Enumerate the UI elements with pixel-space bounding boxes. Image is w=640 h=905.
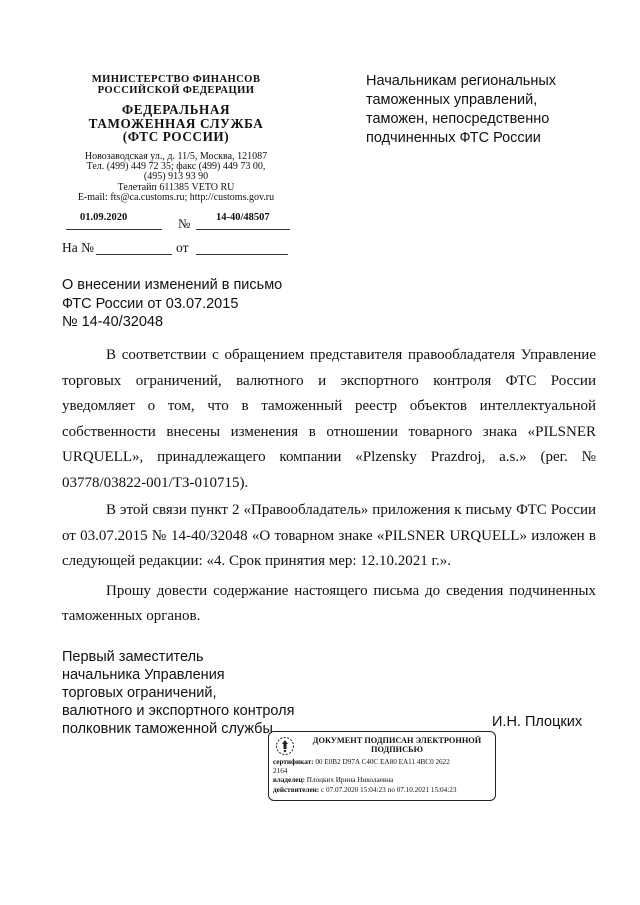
service-line: ФЕДЕРАЛЬНАЯ bbox=[121, 102, 231, 117]
certificate-line bbox=[273, 758, 493, 767]
subject-line: № 14-40/32048 bbox=[62, 314, 164, 330]
registration-number: 14-40/48507 bbox=[216, 212, 270, 223]
owner-line bbox=[273, 776, 493, 785]
addressee: Начальникам региональных таможенных управлений, таможен, непосредственно подчиненных ФТС России bbox=[366, 73, 557, 146]
body-paragraph-3: Прошу довести содержание настоящего письма до сведения подчиненных таможенных органов. bbox=[62, 582, 596, 624]
position-line: полковник таможенной службы bbox=[62, 721, 273, 737]
stamp-details bbox=[273, 758, 493, 795]
registration-line bbox=[66, 212, 290, 234]
email-line: E-mail: fts@ca.customs.ru; http://customs.gov.ru bbox=[77, 192, 275, 204]
subject-line: ФТС России от 03.07.2015 bbox=[62, 295, 239, 312]
ministry-line: РОССИЙСКОЙ ФЕДЕРАЦИИ bbox=[97, 85, 255, 96]
ref-date-underline bbox=[196, 254, 288, 255]
electronic-signature-stamp bbox=[268, 731, 496, 801]
position-line: торговых ограничений, bbox=[62, 685, 217, 701]
ref-number-label: На № bbox=[62, 240, 94, 255]
ministry-name bbox=[62, 74, 290, 96]
number-underline bbox=[196, 229, 290, 230]
ministry-line: МИНИСТЕРСТВО ФИНАНСОВ bbox=[91, 74, 261, 85]
phone-line: Тел. (499) 449 72 35; факс (499) 449 73 00, bbox=[86, 160, 266, 172]
teletype-line: Телетайп 611385 VETO RU bbox=[117, 181, 235, 193]
emblem-icon bbox=[275, 736, 295, 756]
subject-line: О внесении изменений в письмо bbox=[62, 277, 283, 293]
certificate-label: сертификат: bbox=[273, 758, 314, 766]
service-name bbox=[62, 103, 290, 144]
service-line: (ФТС РОССИИ) bbox=[122, 129, 230, 144]
certificate-value: 00 E0B2 D97A C40C EA80 EA11 4BC0 2622 bbox=[315, 758, 450, 766]
ref-from-label: от bbox=[176, 240, 189, 255]
service-line: ТАМОЖЕННАЯ СЛУЖБА bbox=[88, 115, 264, 131]
body-paragraph-1: В соответствии с обращением представителя правообладателя Управление торговых ограничений, валютного и экспортного контроля ФТС России уведомляет о том, что в таможенный реестр объектов интеллектуальной собственности внесены изменения в отношении товарного знака «PILSNER URQUELL», принадлежащего компании «Plzensky Prazdroj, a.s.» (рег. № 03778/03822-001/ТЗ-010715). bbox=[62, 347, 596, 491]
validity-line bbox=[273, 786, 493, 795]
number-label: № bbox=[178, 216, 191, 231]
phone-line: (495) 913 93 90 bbox=[143, 171, 209, 183]
position-line: Первый заместитель bbox=[62, 649, 204, 665]
date-underline bbox=[66, 229, 162, 230]
ref-number-underline bbox=[96, 254, 172, 255]
registration-date: 01.09.2020 bbox=[80, 212, 128, 223]
owner-label: владелец: bbox=[273, 776, 305, 785]
position-line: валютного и экспортного контроля bbox=[62, 703, 295, 719]
validity-label: действителен: bbox=[273, 785, 320, 794]
contacts-block bbox=[62, 152, 290, 204]
position-line: начальника Управления bbox=[62, 667, 225, 683]
address-line: Новозаводская ул., д. 11/5, Москва, 121087 bbox=[84, 150, 268, 162]
letter-body bbox=[62, 343, 596, 630]
validity-value: с 07.07.2020 15:04:23 по 07.10.2021 15:04:23 bbox=[321, 785, 457, 794]
signer-position bbox=[62, 648, 322, 738]
body-paragraph-2: В этой связи пункт 2 «Правообладатель» приложения к письму ФТС России от 03.07.2015 № 14-40/32048 «О товарном знаке «PILSNER URQUELL» изложен в следующей редакции: «4. Срок принятия мер: 12.10.2021 г.». bbox=[62, 502, 596, 569]
certificate-cont-line: 2164 bbox=[273, 767, 288, 776]
owner-value: Плоцких Ирина Николаевна bbox=[306, 776, 394, 785]
stamp-title: ДОКУМЕНТ ПОДПИСАН ЭЛЕКТРОННОЙ ПОДПИСЬЮ bbox=[312, 736, 482, 755]
letterhead bbox=[62, 74, 290, 204]
subject bbox=[62, 276, 312, 332]
signer-name: И.Н. Плоцких bbox=[492, 714, 583, 730]
reference-line bbox=[62, 240, 292, 260]
